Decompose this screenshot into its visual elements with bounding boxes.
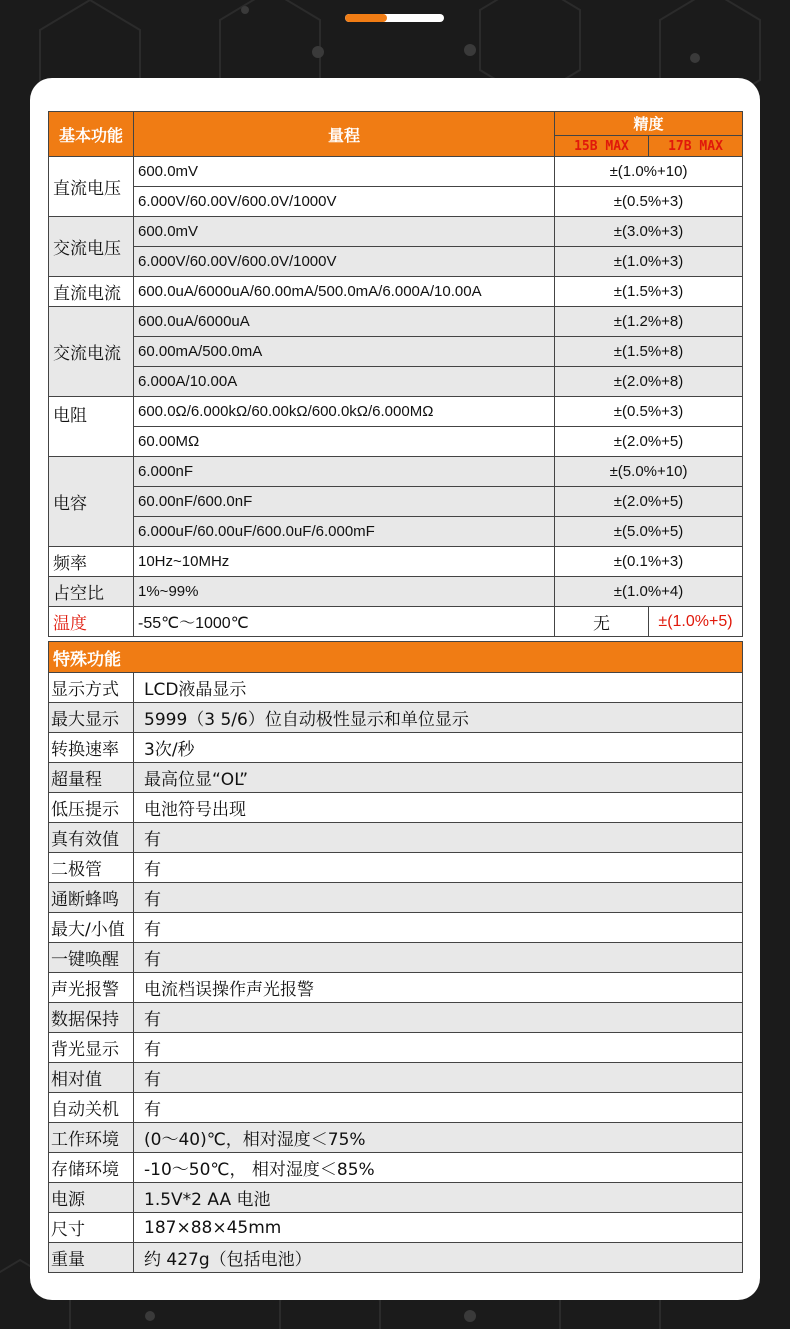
accuracy-cell: ±(2.0%+8) (555, 367, 743, 397)
table-row (49, 1123, 743, 1153)
spec-value: 电流档误操作声光报警 (134, 973, 743, 1003)
page-indicator-active (345, 14, 387, 22)
spec-value: 有 (134, 853, 743, 883)
range-cell: 600.0uA/6000uA/60.00mA/500.0mA/6.000A/10.00A (134, 277, 555, 307)
spec-key: 尺寸 (49, 1213, 134, 1243)
table-row (49, 853, 743, 883)
spec-value: 1.5V*2 AA 电池 (134, 1183, 743, 1213)
range-cell: 6.000V/60.00V/600.0V/1000V (134, 187, 555, 217)
header-function: 基本功能 (49, 112, 134, 157)
table-row (49, 157, 743, 187)
range-cell: 600.0Ω/6.000kΩ/60.00kΩ/600.0kΩ/6.000MΩ (134, 397, 555, 427)
spec-key: 最大显示 (49, 703, 134, 733)
accuracy-cell: ±(0.1%+3) (555, 547, 743, 577)
group-frequency: 频率 (49, 547, 134, 577)
table-row (49, 823, 743, 853)
spec-value: 有 (134, 883, 743, 913)
spec-value: 最高位显“OL” (134, 763, 743, 793)
accuracy-cell: ±(1.2%+8) (555, 307, 743, 337)
temperature-model-17b: ±(1.0%+5) (649, 607, 743, 637)
range-cell: 1%~99% (134, 577, 555, 607)
group-ac-current: 交流电流 (49, 307, 134, 397)
special-function-table (48, 641, 743, 1273)
spec-value: -10～50℃， 相对湿度＜85% (134, 1153, 743, 1183)
table-row (49, 457, 743, 487)
table-row (49, 397, 743, 427)
spec-value: 有 (134, 1003, 743, 1033)
spec-key: 相对值 (49, 1063, 134, 1093)
table-row (49, 703, 743, 733)
accuracy-cell: ±(5.0%+5) (555, 517, 743, 547)
accuracy-cell: ±(1.0%+4) (555, 577, 743, 607)
temperature-range: -55℃～1000℃ (134, 607, 555, 637)
accuracy-cell: ±(1.5%+8) (555, 337, 743, 367)
spec-key: 背光显示 (49, 1033, 134, 1063)
table-row (49, 1003, 743, 1033)
accuracy-cell: ±(1.5%+3) (555, 277, 743, 307)
spec-key: 通断蜂鸣 (49, 883, 134, 913)
group-dc-voltage: 直流电压 (49, 157, 134, 217)
accuracy-cell: ±(0.5%+3) (555, 187, 743, 217)
range-cell: 600.0mV (134, 157, 555, 187)
spec-value: 有 (134, 1063, 743, 1093)
spec-key: 自动关机 (49, 1093, 134, 1123)
range-cell: 60.00MΩ (134, 427, 555, 457)
spec-key: 真有效值 (49, 823, 134, 853)
basic-function-table (48, 111, 743, 637)
accuracy-cell: ±(1.0%+3) (555, 247, 743, 277)
table-row (49, 517, 743, 547)
table-row (49, 943, 743, 973)
table-row (49, 673, 743, 703)
header-model-15b: 15B MAX (555, 136, 649, 157)
spec-value: 3次/秒 (134, 733, 743, 763)
table-row (49, 1183, 743, 1213)
spec-key: 超量程 (49, 763, 134, 793)
spec-value: 187×88×45mm (134, 1213, 743, 1243)
table-row (49, 1153, 743, 1183)
accuracy-cell: ±(2.0%+5) (555, 427, 743, 457)
header-model-17b: 17B MAX (649, 136, 743, 157)
range-cell: 6.000nF (134, 457, 555, 487)
table-row (49, 1213, 743, 1243)
group-resistance: 电阻 (49, 397, 134, 457)
table-row (49, 1243, 743, 1273)
table-row (49, 487, 743, 517)
table-row (49, 1063, 743, 1093)
range-cell: 60.00mA/500.0mA (134, 337, 555, 367)
table-row (49, 307, 743, 337)
spec-value: 约 427g（包括电池） (134, 1243, 743, 1273)
range-cell: 6.000V/60.00V/600.0V/1000V (134, 247, 555, 277)
header-range: 量程 (134, 112, 555, 157)
accuracy-cell: ±(2.0%+5) (555, 487, 743, 517)
spec-key: 显示方式 (49, 673, 134, 703)
spec-value: 有 (134, 1093, 743, 1123)
table-row (49, 763, 743, 793)
header-accuracy: 精度 (555, 112, 743, 136)
table-row (49, 1093, 743, 1123)
table-row (49, 577, 743, 607)
temperature-row (49, 607, 743, 637)
spec-key: 工作环境 (49, 1123, 134, 1153)
page-indicator (345, 14, 444, 22)
range-cell: 10Hz~10MHz (134, 547, 555, 577)
spec-value: 电池符号出现 (134, 793, 743, 823)
accuracy-cell: ±(1.0%+10) (555, 157, 743, 187)
table-row (49, 883, 743, 913)
table-row (49, 793, 743, 823)
group-duty-cycle: 占空比 (49, 577, 134, 607)
spec-key: 重量 (49, 1243, 134, 1273)
table-row (49, 187, 743, 217)
range-cell: 60.00nF/600.0nF (134, 487, 555, 517)
table-row (49, 337, 743, 367)
spec-value: 5999（3 5/6）位自动极性显示和单位显示 (134, 703, 743, 733)
table-row (49, 247, 743, 277)
accuracy-cell: ±(3.0%+3) (555, 217, 743, 247)
spec-value: LCD液晶显示 (134, 673, 743, 703)
range-cell: 6.000A/10.00A (134, 367, 555, 397)
group-dc-current: 直流电流 (49, 277, 134, 307)
spec-key: 数据保持 (49, 1003, 134, 1033)
spec-key: 电源 (49, 1183, 134, 1213)
group-temperature: 温度 (49, 607, 134, 637)
spec-value: 有 (134, 1033, 743, 1063)
accuracy-cell: ±(0.5%+3) (555, 397, 743, 427)
spec-key: 一键唤醒 (49, 943, 134, 973)
spec-key: 低压提示 (49, 793, 134, 823)
range-cell: 6.000uF/60.00uF/600.0uF/6.000mF (134, 517, 555, 547)
range-cell: 600.0mV (134, 217, 555, 247)
spec-key: 声光报警 (49, 973, 134, 1003)
spec-value: 有 (134, 913, 743, 943)
spec-key: 二极管 (49, 853, 134, 883)
spec-value: 有 (134, 943, 743, 973)
spec-key: 存储环境 (49, 1153, 134, 1183)
table-row (49, 217, 743, 247)
spec-key: 最大/小值 (49, 913, 134, 943)
range-cell: 600.0uA/6000uA (134, 307, 555, 337)
special-title: 特殊功能 (49, 642, 743, 673)
spec-value: 有 (134, 823, 743, 853)
group-ac-voltage: 交流电压 (49, 217, 134, 277)
group-capacitance: 电容 (49, 457, 134, 547)
table-row (49, 973, 743, 1003)
table-row (49, 1033, 743, 1063)
accuracy-cell: ±(5.0%+10) (555, 457, 743, 487)
table-row (49, 547, 743, 577)
table-row (49, 277, 743, 307)
table-row (49, 913, 743, 943)
table-row (49, 733, 743, 763)
table-row (49, 427, 743, 457)
temperature-model-15b: 无 (555, 607, 649, 637)
spec-key: 转换速率 (49, 733, 134, 763)
spec-value: (0～40)℃，相对湿度＜75% (134, 1123, 743, 1153)
table-header-row (49, 112, 743, 136)
table-row (49, 367, 743, 397)
